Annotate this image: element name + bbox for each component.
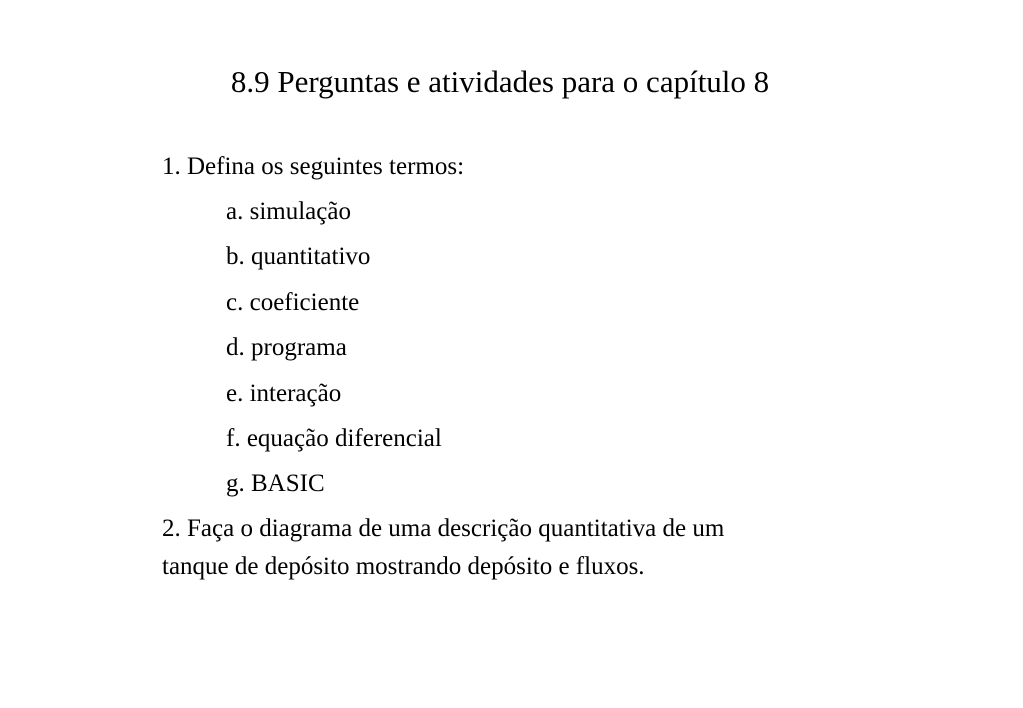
- term-item: e. interação: [226, 379, 342, 407]
- term-item: a. simulação: [226, 198, 351, 225]
- term-item: b. quantitativo: [226, 243, 371, 271]
- question-2: [162, 510, 946, 586]
- term-item: f. equação diferencial: [226, 424, 442, 452]
- term-item: d. programa: [226, 334, 347, 362]
- question-2-line-2: tanque de depósito mostrando depósito e fluxos.: [162, 552, 645, 580]
- slide-title: 8.9 Perguntas e atividades para o capítulo 8: [230, 64, 770, 99]
- question-1: 1. Defina os seguintes termos:: [162, 153, 465, 180]
- questions-body: [162, 148, 962, 586]
- term-item: g. BASIC: [226, 470, 325, 498]
- term-item: c. coeficiente: [226, 288, 360, 316]
- question-2-line-1: 2. Faça o diagrama de uma descrição quantitativa de um: [162, 514, 725, 542]
- terms-list: [162, 193, 962, 511]
